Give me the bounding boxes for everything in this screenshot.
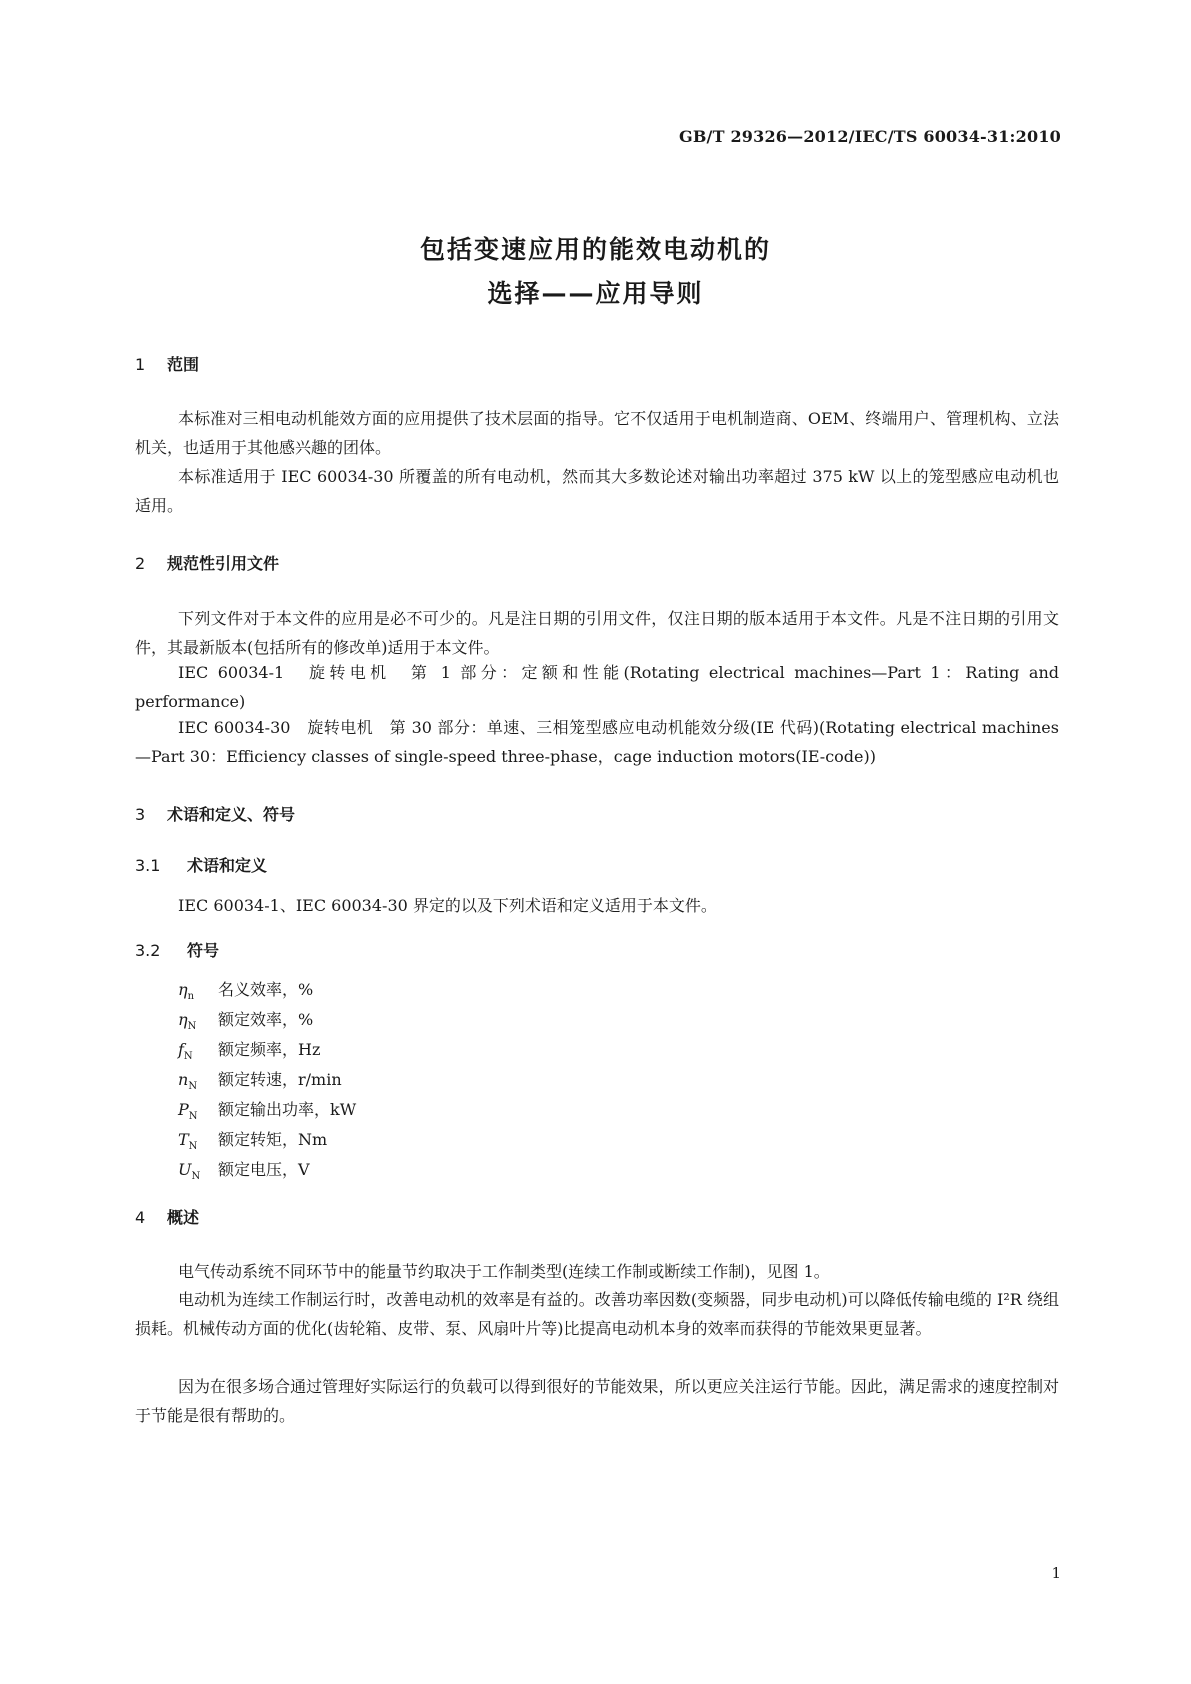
symbol: $f_N$: [178, 1040, 193, 1063]
symbol: $U_N$: [178, 1160, 201, 1183]
symbol: $\eta_n$: [178, 980, 195, 1003]
symbol-description: 额定频率，Hz: [218, 1040, 321, 1059]
symbol-row: [178, 1095, 356, 1125]
symbol-row: [178, 1065, 356, 1095]
section-3-2-heading: [135, 938, 219, 961]
section-1-paragraph-1: 本标准对三相电动机能效方面的应用提供了技术层面的指导。它不仅适用于电机制造商、OEM、终端用户、管理机构、立法机关，也适用于其他感兴趣的团体。: [135, 409, 1059, 457]
section-title: 术语和定义、符号: [167, 805, 296, 824]
symbol-row: [178, 1035, 356, 1065]
title-line-1: 包括变速应用的能效电动机的: [419, 235, 771, 264]
section-1-paragraph-2: 本标准适用于 IEC 60034-30 所覆盖的所有电动机，然而其大多数论述对输出功率超过 375 kW 以上的笼型感应电动机也适用。: [135, 467, 1059, 515]
section-4-paragraph-1: 电气传动系统不同环节中的能量节约取决于工作制类型(连续工作制或断续工作制)，见图 1。: [178, 1262, 830, 1281]
symbol-row: [178, 1125, 356, 1155]
reference-iec-60034-30: IEC 60034-30 旋转电机 第 30 部分：单速、三相笼型感应电动机能效分级(IE 代码)(Rotating electrical machines—Part 30：Efficiency classes of single-speed three-phase，cage induction motors(IE-code)): [135, 718, 1059, 766]
section-4-heading: [135, 1205, 199, 1228]
section-2-heading: [135, 551, 279, 574]
section-2-paragraph-1: 下列文件对于本文件的应用是必不可少的。凡是注日期的引用文件，仅注日期的版本适用于本文件。凡是不注日期的引用文件，其最新版本(包括所有的修改单)适用于本文件。: [135, 609, 1059, 657]
section-title: 术语和定义: [187, 856, 268, 875]
section-1-heading: [135, 352, 199, 375]
section-number: 2: [135, 554, 146, 573]
section-number: 3: [135, 805, 146, 824]
section-3-heading: [135, 802, 295, 825]
symbol: $\eta_N$: [178, 1010, 197, 1033]
section-4-paragraph-3: 因为在很多场合通过管理好实际运行的负载可以得到很好的节能效果，所以更应关注运行节能。因此，满足需求的速度控制对于节能是很有帮助的。: [135, 1377, 1059, 1425]
section-3-1-heading: [135, 853, 267, 876]
section-number: 4: [135, 1208, 146, 1227]
symbol-description: 额定电压，V: [218, 1160, 310, 1179]
section-number: 3.1: [135, 856, 161, 875]
section-title: 概述: [167, 1208, 200, 1227]
section-title: 规范性引用文件: [167, 554, 280, 573]
section-title: 范围: [167, 355, 200, 374]
symbol: $T_N$: [178, 1130, 198, 1153]
symbol-description: 额定输出功率，kW: [218, 1100, 357, 1119]
section-number: 3.2: [135, 941, 161, 960]
symbol-row: [178, 1005, 356, 1035]
symbol-row: [178, 975, 356, 1005]
section-title: 符号: [187, 941, 220, 960]
section-3-1-paragraph: IEC 60034-1、IEC 60034-30 界定的以及下列术语和定义适用于本文件。: [178, 896, 717, 915]
title-line-2: 选择——应用导则: [487, 279, 704, 308]
document-title: [0, 228, 1191, 316]
symbol: $P_N$: [178, 1100, 198, 1123]
section-4-paragraph-2: 电动机为连续工作制运行时，改善电动机的效率是有益的。改善功率因数(变频器，同步电动机)可以降低传输电缆的 I²R 绕组损耗。机械传动方面的优化(齿轮箱、皮带、泵、风扇叶片等)比提高电动机本身的效率而获得的节能效果更显著。: [135, 1290, 1059, 1338]
symbol-row: [178, 1155, 356, 1185]
symbol-list: [178, 975, 356, 1185]
symbol-description: 额定转速，r/min: [218, 1070, 342, 1089]
symbol-description: 名义效率，%: [218, 980, 314, 999]
symbol-description: 额定效率，%: [218, 1010, 314, 1029]
symbol: $n_N$: [178, 1070, 198, 1093]
standard-number: GB/T 29326—2012/IEC/TS 60034-31:2010: [678, 127, 1061, 146]
section-number: 1: [135, 355, 146, 374]
reference-iec-60034-1: IEC 60034-1 旋转电机 第 1 部分：定额和性能(Rotating electrical machines—Part 1：Rating and performance): [135, 663, 1059, 711]
symbol-description: 额定转矩，Nm: [218, 1130, 328, 1149]
page-number: 1: [1051, 1564, 1061, 1582]
